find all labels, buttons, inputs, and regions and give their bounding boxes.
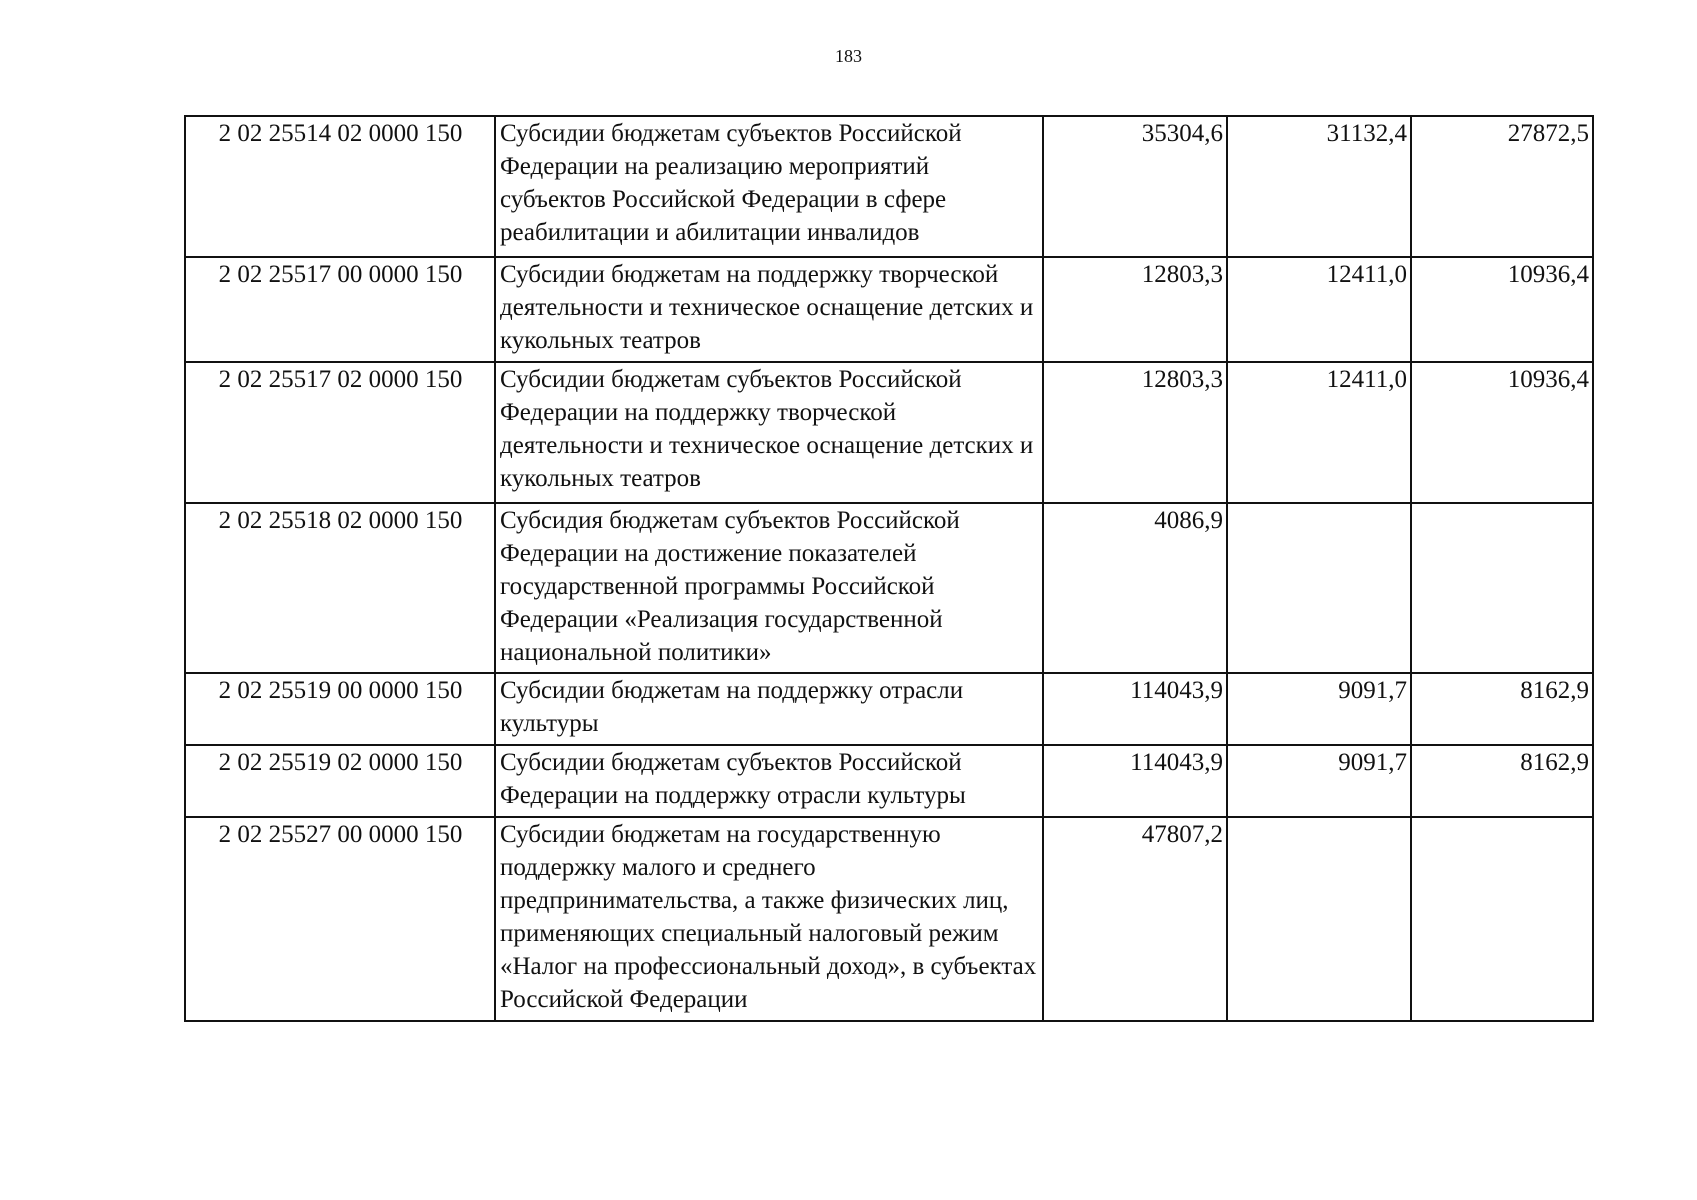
value-cell-1: 4086,9 — [1043, 503, 1227, 673]
value-cell-1: 12803,3 — [1043, 257, 1227, 362]
budget-code-cell: 2 02 25519 02 0000 150 — [185, 745, 495, 817]
value-cell-2: 31132,4 — [1227, 116, 1411, 257]
value-cell-1: 35304,6 — [1043, 116, 1227, 257]
table-row — [185, 257, 1593, 362]
description-cell: Субсидии бюджетам на поддержку отрасли культуры — [495, 673, 1043, 745]
value-cell-2 — [1227, 503, 1411, 673]
budget-code-cell: 2 02 25518 02 0000 150 — [185, 503, 495, 673]
value-cell-2 — [1227, 817, 1411, 1021]
value-cell-3: 27872,5 — [1411, 116, 1593, 257]
value-cell-1: 114043,9 — [1043, 673, 1227, 745]
description-cell: Субсидии бюджетам на поддержку творческой деятельности и техническое оснащение детских и кукольных театров — [495, 257, 1043, 362]
value-cell-1: 47807,2 — [1043, 817, 1227, 1021]
table-row — [185, 745, 1593, 817]
budget-code-cell: 2 02 25527 00 0000 150 — [185, 817, 495, 1021]
table-row — [185, 362, 1593, 503]
description-cell: Субсидии бюджетам на государственную поддержку малого и среднего предпринимательства, а также физических лиц, применяющих специальный налоговый режим «Налог на профессиональный доход», в субъектах Российской Федерации — [495, 817, 1043, 1021]
description-cell: Субсидии бюджетам субъектов Российской Федерации на поддержку творческой деятельности и техническое оснащение детских и кукольных театров — [495, 362, 1043, 503]
table-row — [185, 673, 1593, 745]
value-cell-2: 12411,0 — [1227, 257, 1411, 362]
description-cell: Субсидия бюджетам субъектов Российской Федерации на достижение показателей государственной программы Российской Федерации «Реализация государственной национальной политики» — [495, 503, 1043, 673]
description-cell: Субсидии бюджетам субъектов Российской Федерации на реализацию мероприятий субъектов Российской Федерации в сфере реабилитации и абилитации инвалидов — [495, 116, 1043, 257]
budget-table — [184, 115, 1594, 1022]
value-cell-3: 10936,4 — [1411, 257, 1593, 362]
budget-code-cell: 2 02 25519 00 0000 150 — [185, 673, 495, 745]
budget-code-cell: 2 02 25514 02 0000 150 — [185, 116, 495, 257]
budget-code-cell: 2 02 25517 00 0000 150 — [185, 257, 495, 362]
value-cell-3: 8162,9 — [1411, 673, 1593, 745]
description-cell: Субсидии бюджетам субъектов Российской Федерации на поддержку отрасли культуры — [495, 745, 1043, 817]
table-row — [185, 817, 1593, 1021]
value-cell-3 — [1411, 817, 1593, 1021]
value-cell-1: 114043,9 — [1043, 745, 1227, 817]
value-cell-3 — [1411, 503, 1593, 673]
value-cell-3: 8162,9 — [1411, 745, 1593, 817]
budget-code-cell: 2 02 25517 02 0000 150 — [185, 362, 495, 503]
value-cell-2: 9091,7 — [1227, 673, 1411, 745]
table-row — [185, 503, 1593, 673]
table-row — [185, 116, 1593, 257]
value-cell-2: 9091,7 — [1227, 745, 1411, 817]
value-cell-1: 12803,3 — [1043, 362, 1227, 503]
value-cell-2: 12411,0 — [1227, 362, 1411, 503]
value-cell-3: 10936,4 — [1411, 362, 1593, 503]
page-number: 183 — [835, 46, 862, 66]
